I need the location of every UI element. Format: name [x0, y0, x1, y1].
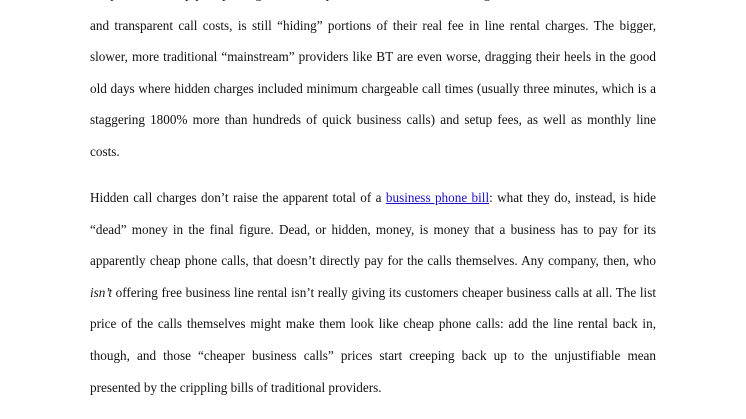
paragraph-1: and transparent call costs, is still “hiding” portions of their real fee in line rental charges. The bigger, slower, more traditional “mainstream” providers like BT are even worse, dragging their heels in the good old days where hidden charges included minimum chargeable call times (usually three minutes, which is a staggering 1800% more than hundreds of quick business calls) and setup fees, as well as monthly line costs.	[90, 17, 656, 159]
paragraph-2-text-before-link: Hidden call charges don’t raise the apparent total of a	[90, 190, 386, 205]
paragraph-2-text-after-link: : what they do, instead, is hide “dead” money in the final figure. Dead, or hidden, money, is money that a business has to pay for its apparently cheap phone calls, that doesn’t directly pay for the calls themselves. Any company, then, who	[90, 190, 656, 269]
paragraph-2-text-after-emphasis: offering free business line rental isn’t really giving its customers cheaper business calls at all. The list price of the calls themselves might make them look like cheap phone calls: add the line rental back in, though, and those “cheaper business calls” prices start creeping back up to the unjustifiable mean presented by the crippling bills of traditional providers.	[90, 284, 656, 395]
emphasis-isnt: isn’t	[90, 284, 112, 300]
paragraph-2	[90, 182, 656, 403]
business-phone-bill-link[interactable]: business phone bill	[385, 190, 490, 205]
